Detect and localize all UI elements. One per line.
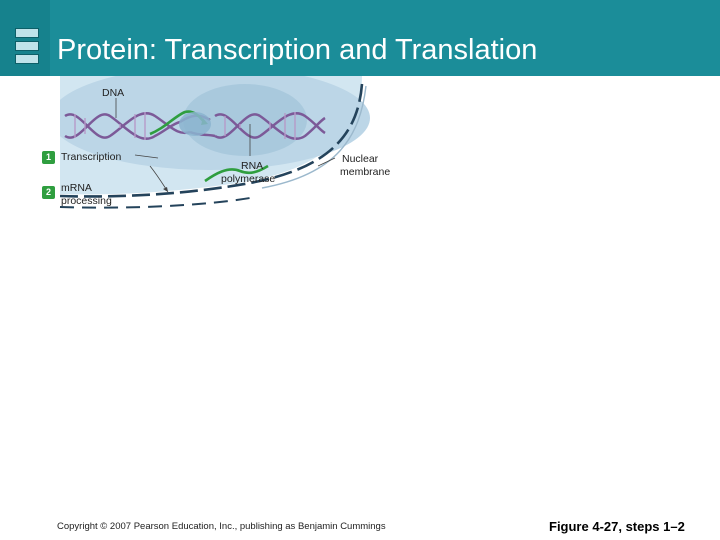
figure-reference: Figure 4-27, steps 1–2 — [549, 519, 685, 534]
slide-title: Protein: Transcription and Translation — [57, 34, 538, 66]
logo-bar-icon — [15, 41, 39, 51]
logo-bar-icon — [15, 28, 39, 38]
nuclear-membrane-label-line2: membrane — [340, 166, 391, 178]
step-number-badge: 2 — [42, 186, 55, 199]
slide-header — [0, 0, 720, 76]
step-number-badge: 1 — [42, 151, 55, 164]
step-label-processing: processing — [61, 195, 112, 207]
step-label-mrna: mRNA — [61, 182, 92, 194]
rna-polymerase-label-line1: RNA — [241, 160, 264, 172]
logo-block — [0, 0, 50, 76]
copyright-notice: Copyright © 2007 Pearson Education, Inc., publishing as Benjamin Cummings — [57, 521, 386, 532]
membrane-leader — [318, 158, 335, 166]
nuclear-membrane-label-line1: Nuclear — [342, 153, 379, 165]
step-label-transcription: Transcription — [61, 151, 122, 163]
rna-polymerase — [179, 112, 211, 136]
dna-label: DNA — [102, 87, 125, 99]
logo-bar-icon — [15, 54, 39, 64]
rna-polymerase-label-line2: polymerase — [221, 173, 276, 185]
